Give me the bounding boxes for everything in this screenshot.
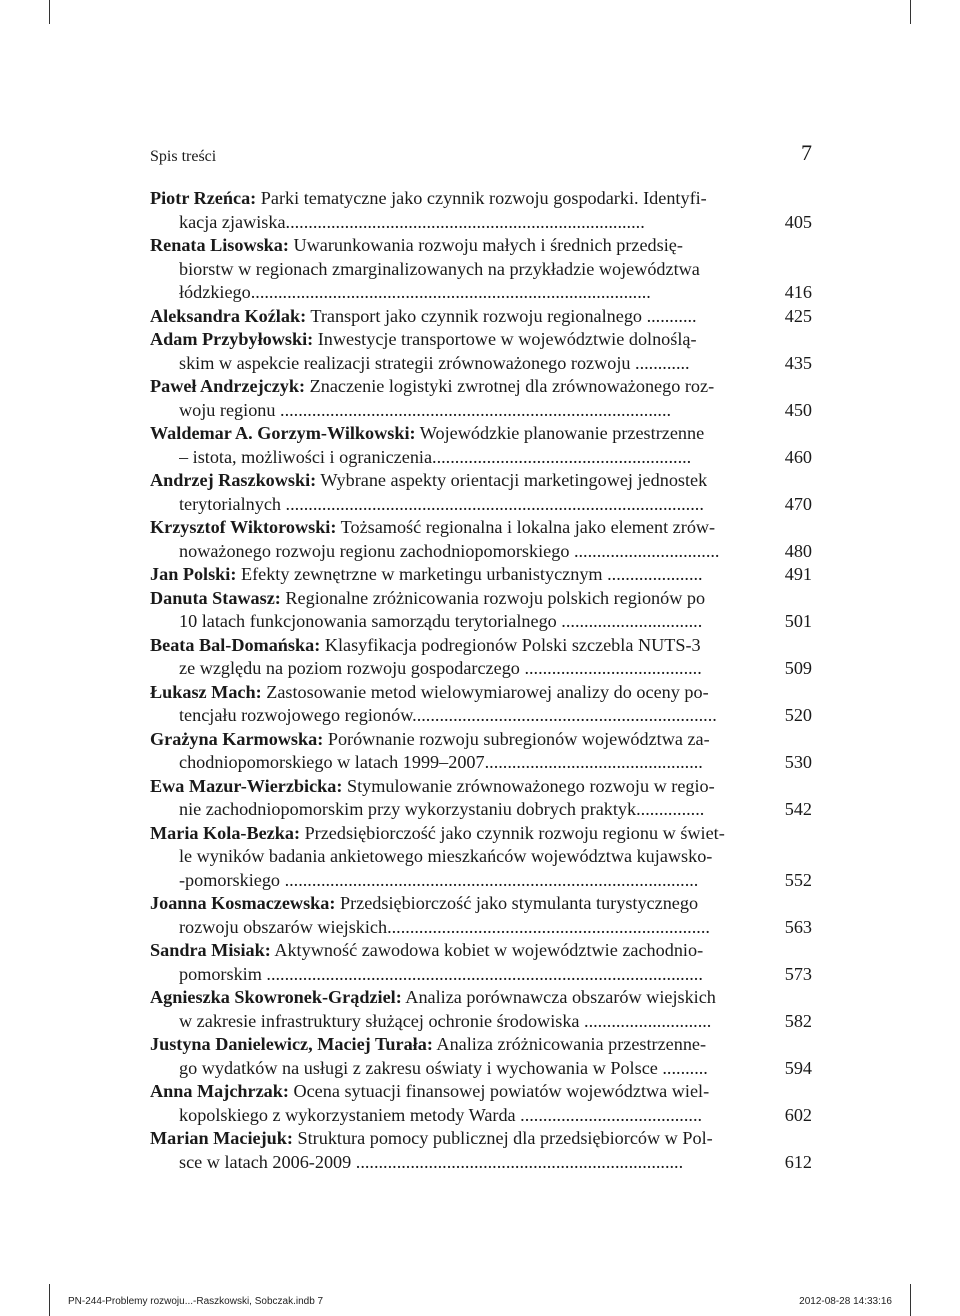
- running-header: [150, 140, 812, 174]
- toc-line: [150, 516, 812, 540]
- toc-line-text: Aleksandra Koźlak: Transport jako czynnik rozwoju regionalnego ...........: [150, 305, 697, 326]
- toc-line-text: łódzkiego........................................................................................: [179, 282, 651, 302]
- toc-page-number: 594: [784, 1057, 812, 1078]
- toc-author: Agnieszka Skowronek-Grądziel:: [150, 987, 402, 1007]
- footer-filename: PN-244-Problemy rozwoju...-Raszkowski, Sobczak.indb 7: [68, 1296, 324, 1307]
- toc-line-text: nie zachodniopomorskim przy wykorzystaniu dobrych praktyk...............: [179, 799, 705, 819]
- toc-line-text: Joanna Kosmaczewska: Przedsiębiorczość jako stymulanta turystycznego: [150, 893, 699, 913]
- section-title: Spis treści: [150, 148, 217, 165]
- toc-line: [150, 1151, 812, 1175]
- toc-line: [150, 281, 812, 305]
- toc-line: [150, 1104, 812, 1128]
- toc-line: [150, 1057, 812, 1081]
- toc-page-number: 520: [784, 705, 812, 725]
- toc-line: [150, 1010, 812, 1034]
- toc-line: [150, 963, 812, 987]
- toc-line-text: kopolskiego z wykorzystaniem metody Warda ........................................: [179, 1104, 703, 1125]
- toc-line: [150, 657, 812, 681]
- toc-page-number: 501: [784, 611, 812, 631]
- toc-entry: [150, 728, 812, 775]
- toc-entry: [150, 1080, 812, 1127]
- toc-line: [150, 916, 812, 940]
- table-of-contents: [150, 187, 812, 1174]
- toc-line: [150, 1033, 812, 1057]
- toc-author: Krzysztof Wiktorowski:: [150, 517, 337, 537]
- toc-line-text: Danuta Stawasz: Regionalne zróżnicowania rozwoju polskich regionów po: [150, 587, 706, 608]
- toc-line: [150, 258, 812, 282]
- toc-author: Ewa Mazur-Wierzbicka:: [150, 775, 343, 796]
- toc-line-text: Grażyna Karmowska: Porównanie rozwoju subregionów województwa za-: [150, 728, 710, 749]
- toc-line-text: rozwoju obszarów wiejskich.......................................................................: [179, 916, 710, 937]
- toc-entry: [150, 681, 812, 728]
- toc-line: [150, 352, 812, 376]
- toc-line: [150, 469, 812, 493]
- toc-entry: [150, 1127, 812, 1174]
- toc-page-number: 530: [784, 752, 812, 772]
- toc-line-text: go wydatków na usługi z zakresu oświaty i wychowania w Polsce ..........: [179, 1057, 708, 1078]
- toc-line-text: chodniopomorskiego w latach 1999–2007................................................: [179, 752, 703, 772]
- toc-line-text: w zakresie infrastruktury służącej ochronie środowiska ............................: [179, 1010, 712, 1031]
- toc-author: Anna Majchrzak:: [150, 1081, 289, 1101]
- toc-author: Paweł Andrzejczyk:: [150, 376, 306, 396]
- toc-page-number: 460: [784, 446, 812, 467]
- toc-entry: [150, 587, 812, 634]
- toc-line: [150, 328, 812, 352]
- toc-line: [150, 798, 812, 822]
- toc-line-text: Justyna Danielewicz, Maciej Turała: Analiza zróżnicowania przestrzenne-: [150, 1034, 707, 1054]
- toc-entry: [150, 892, 812, 939]
- toc-line-text: Sandra Misiak: Aktywność zawodowa kobiet w województwie zachodnio-: [150, 940, 704, 960]
- toc-page-number: 416: [784, 282, 812, 302]
- toc-line: [150, 986, 812, 1010]
- toc-author: Grażyna Karmowska:: [150, 728, 324, 749]
- toc-entry: [150, 234, 812, 305]
- crop-mark: [49, 0, 50, 24]
- toc-entry: [150, 939, 812, 986]
- toc-line-text: Jan Polski: Efekty zewnętrzne w marketingu urbanistycznym .....................: [150, 564, 703, 584]
- toc-line-text: – istota, możliwości i ograniczenia.........................................................: [179, 446, 692, 467]
- toc-line: [150, 681, 812, 705]
- toc-line: [150, 939, 812, 963]
- toc-line-text: 10 latach funkcjonowania samorządu terytorialnego ...............................: [179, 611, 703, 631]
- toc-line: [150, 1127, 812, 1151]
- toc-author: Andrzej Raszkowski:: [150, 470, 317, 490]
- toc-page-number: 405: [784, 211, 812, 232]
- toc-entry: [150, 516, 812, 563]
- toc-page-number: 450: [784, 399, 812, 420]
- toc-author: Sandra Misiak:: [150, 940, 271, 960]
- toc-author: Joanna Kosmaczewska:: [150, 893, 336, 913]
- toc-entry: [150, 469, 812, 516]
- toc-line: [150, 211, 812, 235]
- toc-entry: [150, 563, 812, 587]
- toc-line-text: pomorskim ................................................................................................: [179, 963, 703, 984]
- toc-line-text: kacja zjawiska...............................................................................: [179, 211, 645, 232]
- toc-line-text: ze względu na poziom rozwoju gospodarczego .......................................: [179, 658, 702, 678]
- toc-line: [150, 305, 812, 329]
- toc-line: [150, 563, 812, 587]
- toc-line: [150, 540, 812, 564]
- toc-entry: [150, 822, 812, 893]
- toc-page-number: 542: [784, 799, 812, 819]
- toc-line-text: Maria Kola-Bezka: Przedsiębiorczość jako czynnik rozwoju regionu w świet-: [150, 822, 725, 843]
- toc-line: [150, 587, 812, 611]
- toc-entry: [150, 422, 812, 469]
- toc-line-text: Agnieszka Skowronek-Grądziel: Analiza porównawcza obszarów wiejskich: [150, 987, 716, 1007]
- toc-line: [150, 234, 812, 258]
- crop-mark: [910, 1284, 911, 1316]
- toc-page-number: 470: [784, 493, 812, 514]
- toc-line: [150, 634, 812, 658]
- toc-line: [150, 446, 812, 470]
- toc-line: [150, 399, 812, 423]
- toc-line: [150, 822, 812, 846]
- toc-line: [150, 187, 812, 211]
- footer-timestamp: 2012-08-28 14:33:16: [799, 1296, 892, 1307]
- toc-line: [150, 1080, 812, 1104]
- toc-line-text: tencjału rozwojowego regionów...................................................................: [179, 705, 717, 725]
- toc-line: [150, 775, 812, 799]
- toc-line-text: Piotr Rzeńca: Parki tematyczne jako czynnik rozwoju gospodarki. Identyfi-: [150, 188, 707, 208]
- toc-line: [150, 375, 812, 399]
- toc-line-text: le wyników badania ankietowego mieszkańców województwa kujawsko-: [179, 846, 713, 866]
- toc-entry: [150, 775, 812, 822]
- toc-author: Justyna Danielewicz, Maciej Turała:: [150, 1034, 433, 1054]
- toc-page-number: 509: [784, 658, 812, 678]
- toc-entry: [150, 328, 812, 375]
- toc-line-text: Andrzej Raszkowski: Wybrane aspekty orientacji marketingowej jednostek: [150, 470, 708, 490]
- toc-line: [150, 751, 812, 775]
- crop-mark: [910, 0, 911, 24]
- toc-page-number: 425: [784, 305, 812, 326]
- toc-line: [150, 728, 812, 752]
- toc-page-number: 435: [784, 352, 812, 373]
- toc-author: Beata Bal-Domańska:: [150, 634, 321, 655]
- toc-line-text: Marian Maciejuk: Struktura pomocy publicznej dla przedsiębiorców w Pol-: [150, 1128, 713, 1148]
- toc-page-number: 573: [784, 963, 812, 984]
- toc-line: [150, 704, 812, 728]
- toc-page-number: 480: [784, 540, 812, 561]
- toc-line: [150, 845, 812, 869]
- toc-page-number: 602: [784, 1104, 812, 1125]
- toc-line: [150, 422, 812, 446]
- toc-entry: [150, 187, 812, 234]
- toc-entry: [150, 634, 812, 681]
- toc-page-number: 491: [784, 564, 812, 584]
- toc-line-text: skim w aspekcie realizacji strategii zrównoważonego rozwoju ............: [179, 352, 690, 373]
- toc-line-text: -pomorskiego ...........................................................................................: [179, 869, 699, 890]
- toc-line: [150, 493, 812, 517]
- toc-line-text: Renata Lisowska: Uwarunkowania rozwoju małych i średnich przedsię-: [150, 235, 683, 255]
- toc-author: Piotr Rzeńca:: [150, 188, 257, 208]
- toc-line-text: Waldemar A. Gorzym-Wilkowski: Wojewódzkie planowanie przestrzenne: [150, 423, 705, 443]
- toc-line-text: Łukasz Mach: Zastosowanie metod wielowymiarowej analizy do oceny po-: [150, 681, 709, 702]
- toc-line: [150, 869, 812, 893]
- toc-entry: [150, 1033, 812, 1080]
- toc-line-text: terytorialnych ............................................................................................: [179, 493, 704, 514]
- toc-line-text: biorstw w regionach zmarginalizowanych na przykładzie województwa: [179, 258, 700, 279]
- toc-line-text: Krzysztof Wiktorowski: Tożsamość regionalna i lokalna jako element zrów-: [150, 517, 716, 537]
- page-number: 7: [801, 140, 812, 165]
- crop-mark: [49, 1284, 50, 1316]
- toc-author: Łukasz Mach:: [150, 681, 262, 702]
- toc-author: Danuta Stawasz:: [150, 587, 281, 608]
- toc-line-text: Paweł Andrzejczyk: Znaczenie logistyki zwrotnej dla zrównoważonego roz-: [150, 376, 715, 396]
- toc-line-text: Adam Przybyłowski: Inwestycje transportowe w województwie dolnoślą-: [150, 329, 697, 349]
- toc-author: Jan Polski:: [150, 564, 237, 584]
- toc-page-number: 582: [784, 1010, 812, 1031]
- toc-entry: [150, 986, 812, 1033]
- toc-entry: [150, 375, 812, 422]
- toc-line-text: Beata Bal-Domańska: Klasyfikacja podregionów Polski szczebla NUTS-3: [150, 634, 701, 655]
- toc-line-text: noważonego rozwoju regionu zachodniopomorskiego ................................: [179, 540, 720, 561]
- toc-line-text: Ewa Mazur-Wierzbicka: Stymulowanie zrównoważonego rozwoju w regio-: [150, 775, 715, 796]
- toc-line: [150, 610, 812, 634]
- toc-line-text: Anna Majchrzak: Ocena sytuacji finansowej powiatów województwa wiel-: [150, 1081, 710, 1101]
- toc-author: Adam Przybyłowski:: [150, 329, 314, 349]
- toc-page-number: 612: [784, 1151, 812, 1172]
- toc-author: Marian Maciejuk:: [150, 1128, 293, 1148]
- toc-author: Aleksandra Koźlak:: [150, 305, 307, 326]
- toc-author: Waldemar A. Gorzym-Wilkowski:: [150, 423, 416, 443]
- toc-line-text: woju regionu ......................................................................................: [179, 399, 672, 420]
- toc-page-number: 563: [784, 916, 812, 937]
- toc-entry: [150, 305, 812, 329]
- toc-page-number: 552: [784, 869, 812, 890]
- toc-author: Renata Lisowska:: [150, 235, 289, 255]
- toc-author: Maria Kola-Bezka:: [150, 822, 301, 843]
- toc-line-text: sce w latach 2006-2009 ........................................................................: [179, 1151, 684, 1172]
- toc-line: [150, 892, 812, 916]
